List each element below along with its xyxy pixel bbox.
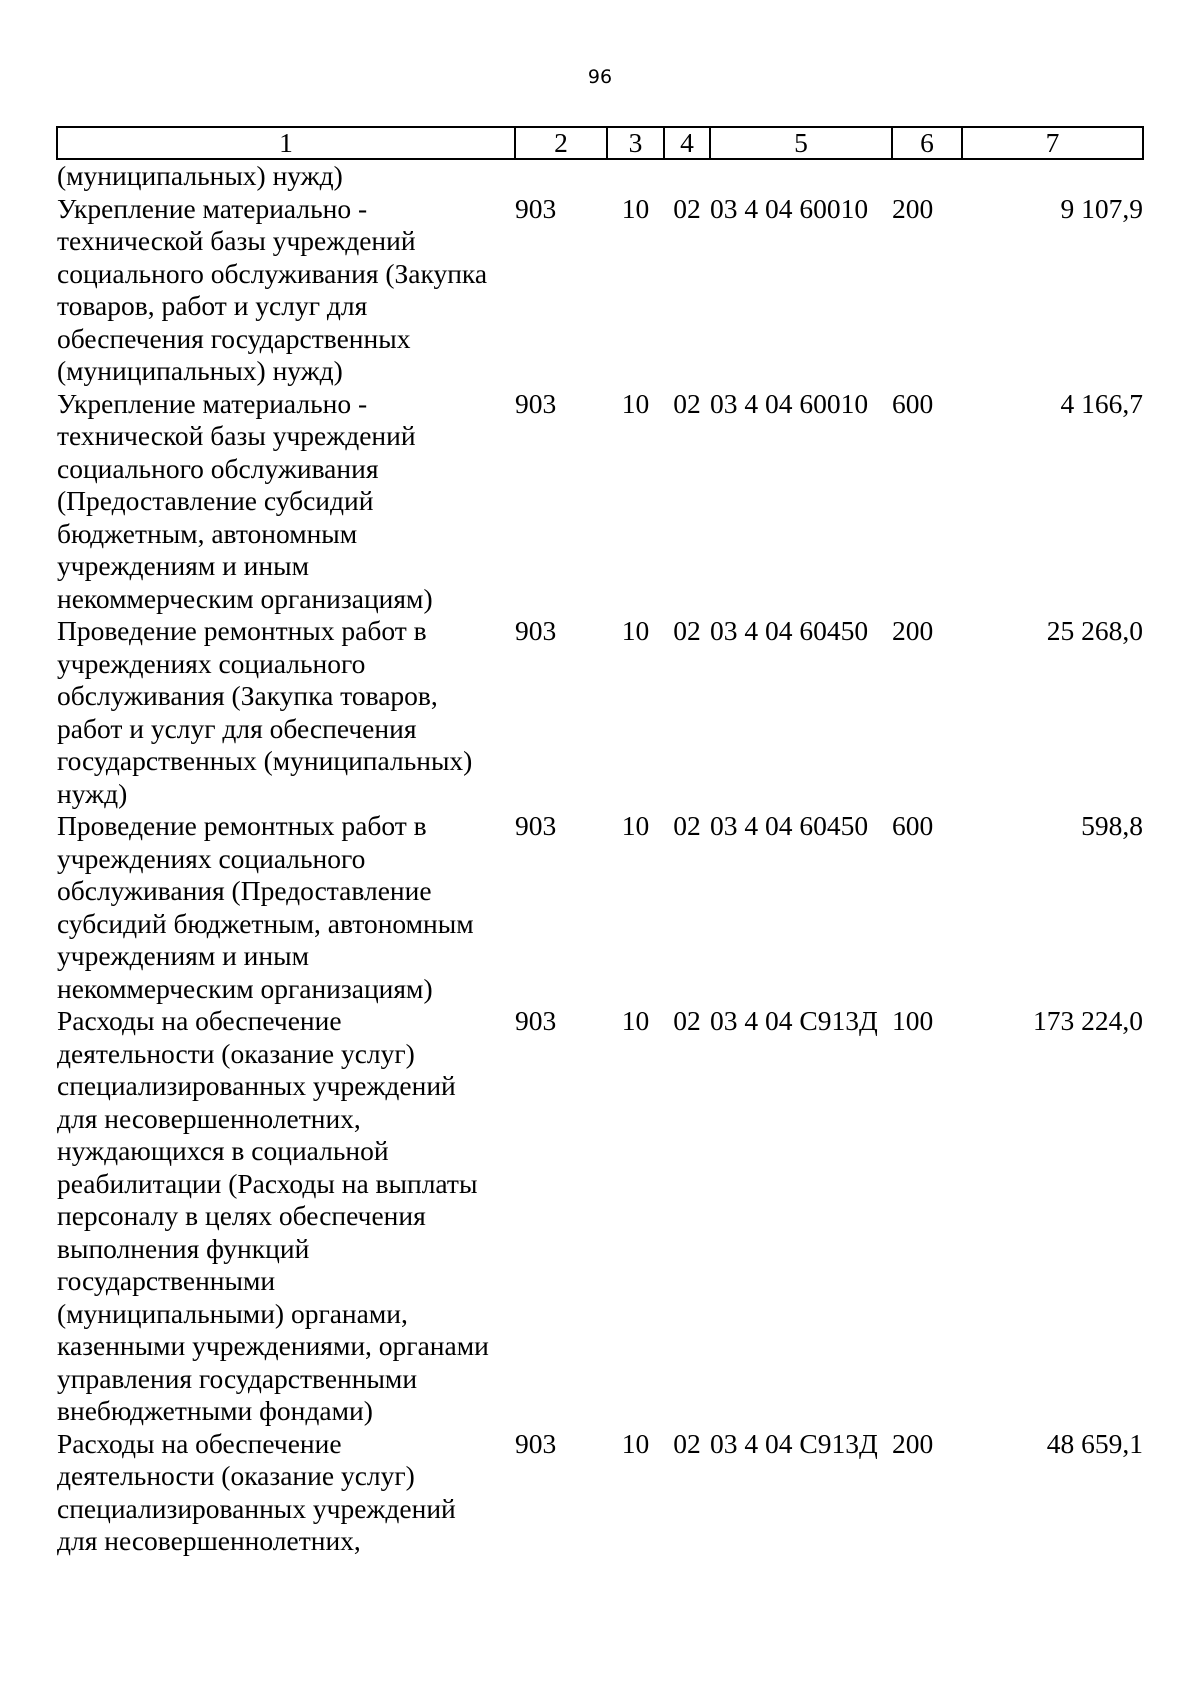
cell-amount: 25 268,0 bbox=[1046, 615, 1143, 646]
budget-table bbox=[56, 126, 1144, 1558]
cell-name bbox=[57, 193, 515, 388]
cell-empty bbox=[962, 159, 1143, 193]
table-row bbox=[57, 1005, 1143, 1428]
cell-amount: 9 107,9 bbox=[1060, 192, 1143, 224]
table-row bbox=[57, 1428, 1143, 1558]
table-body bbox=[57, 159, 1143, 1558]
name-line: учреждениях социального bbox=[57, 647, 366, 679]
cell-section: 10 bbox=[621, 1427, 650, 1459]
name-line: выполнения функций bbox=[57, 1232, 310, 1264]
name-line: (муниципальных) нужд) bbox=[57, 355, 343, 386]
name-line: социального обслуживания bbox=[57, 452, 379, 484]
cell-expense-type: 200 bbox=[892, 192, 934, 224]
cell-amount: 598,8 bbox=[1081, 810, 1143, 841]
name-line: учреждениях социального bbox=[57, 842, 366, 874]
name-line: (муниципальными) органами, bbox=[57, 1297, 408, 1329]
cell-ministry: 903 bbox=[515, 1005, 557, 1036]
cell-ministry: 903 bbox=[515, 615, 557, 646]
cell-name bbox=[57, 1005, 515, 1428]
cell-target-article: 03 4 04 С913Д bbox=[710, 1427, 878, 1459]
cell-expense-type: 600 bbox=[892, 810, 934, 841]
name-line: персоналу в целях обеспечения bbox=[57, 1200, 426, 1231]
column-header: 7 bbox=[962, 127, 1143, 159]
name-line: Расходы на обеспечение bbox=[57, 1427, 342, 1459]
name-line: работ и услуг для обеспечения bbox=[57, 712, 417, 744]
table-row bbox=[57, 615, 1143, 810]
cell-name bbox=[57, 159, 515, 193]
table-row bbox=[57, 193, 1143, 388]
cell-amount: 4 166,7 bbox=[1060, 387, 1143, 419]
column-header: 6 bbox=[892, 127, 962, 159]
name-line: учреждениям и иным bbox=[57, 940, 309, 971]
name-line: Укрепление материально - bbox=[57, 387, 368, 419]
cell-section: 10 bbox=[621, 615, 650, 646]
cell-target-article: 03 4 04 60010 bbox=[710, 192, 869, 224]
cell-target-article: 03 4 04 60450 bbox=[710, 810, 869, 841]
name-line: субсидий бюджетным, автономным bbox=[57, 907, 474, 939]
cell-amount: 173 224,0 bbox=[1033, 1005, 1143, 1036]
cell-name bbox=[57, 1428, 515, 1558]
column-header: 5 bbox=[710, 127, 892, 159]
name-line: деятельности (оказание услуг) bbox=[57, 1037, 415, 1069]
cell-name bbox=[57, 388, 515, 616]
name-line: Проведение ремонтных работ в bbox=[57, 810, 427, 841]
name-line: обслуживания (Закупка товаров, bbox=[57, 680, 438, 711]
cell-empty bbox=[515, 159, 607, 193]
name-line: обеспечения государственных bbox=[57, 322, 411, 354]
name-line: учреждениям и иным bbox=[57, 550, 309, 581]
cell-empty bbox=[607, 159, 664, 193]
cell-target-article: 03 4 04 60450 bbox=[710, 615, 869, 646]
name-line: товаров, работ и услуг для bbox=[57, 290, 368, 321]
cell-section: 10 bbox=[621, 387, 650, 419]
cell-ministry: 903 bbox=[515, 192, 557, 224]
cell-empty bbox=[664, 159, 710, 193]
cell-target-article: 03 4 04 60010 bbox=[710, 387, 869, 419]
column-header: 4 bbox=[664, 127, 710, 159]
name-line: государственными bbox=[57, 1265, 276, 1296]
cell-expense-type: 100 bbox=[892, 1005, 934, 1036]
table-row bbox=[57, 810, 1143, 1005]
column-header: 3 bbox=[607, 127, 664, 159]
name-line: Проведение ремонтных работ в bbox=[57, 615, 427, 646]
header-row bbox=[57, 127, 1143, 159]
cell-subsection: 02 bbox=[673, 192, 701, 224]
name-line: для несовершеннолетних, bbox=[57, 1102, 361, 1134]
name-line: Расходы на обеспечение bbox=[57, 1005, 342, 1036]
name-line: некоммерческим организациям) bbox=[57, 582, 433, 614]
name-line: внебюджетными фондами) bbox=[57, 1395, 373, 1426]
name-line: бюджетным, автономным bbox=[57, 517, 358, 549]
cell-name bbox=[57, 615, 515, 810]
table-row-continuation bbox=[57, 159, 1143, 193]
cell-section: 10 bbox=[621, 192, 650, 224]
cell-expense-type: 600 bbox=[892, 387, 934, 419]
name-line: (Предоставление субсидий bbox=[57, 485, 374, 516]
name-line: нужд) bbox=[57, 777, 128, 809]
cell-expense-type: 200 bbox=[892, 1427, 934, 1459]
column-header: 2 bbox=[515, 127, 607, 159]
name-line: технической базы учреждений bbox=[57, 225, 416, 256]
cell-subsection: 02 bbox=[673, 1005, 701, 1036]
cell-name bbox=[57, 810, 515, 1005]
name-line: государственных (муниципальных) bbox=[57, 745, 473, 776]
name-line: для несовершеннолетних, bbox=[57, 1525, 361, 1556]
cell-empty bbox=[892, 159, 962, 193]
table-row bbox=[57, 388, 1143, 616]
name-line: (муниципальных) нужд) bbox=[57, 160, 343, 191]
name-line: Укрепление материально - bbox=[57, 192, 368, 224]
cell-ministry: 903 bbox=[515, 810, 557, 841]
name-line: нуждающихся в социальной bbox=[57, 1135, 389, 1166]
cell-ministry: 903 bbox=[515, 387, 557, 419]
cell-expense-type: 200 bbox=[892, 615, 934, 646]
name-line: управления государственными bbox=[57, 1362, 418, 1394]
cell-empty bbox=[710, 159, 892, 193]
cell-section: 10 bbox=[621, 1005, 650, 1036]
page-number: 96 bbox=[587, 66, 613, 88]
name-line: деятельности (оказание услуг) bbox=[57, 1460, 415, 1491]
name-line: социального обслуживания (Закупка bbox=[57, 257, 488, 289]
cell-target-article: 03 4 04 С913Д bbox=[710, 1005, 878, 1036]
cell-section: 10 bbox=[621, 810, 650, 841]
cell-subsection: 02 bbox=[673, 810, 701, 841]
name-line: специализированных учреждений bbox=[57, 1070, 456, 1101]
name-line: реабилитации (Расходы на выплаты bbox=[57, 1167, 478, 1199]
cell-ministry: 903 bbox=[515, 1427, 557, 1459]
name-line: казенными учреждениями, органами bbox=[57, 1330, 489, 1361]
name-line: обслуживания (Предоставление bbox=[57, 875, 432, 906]
name-line: технической базы учреждений bbox=[57, 420, 416, 451]
column-header: 1 bbox=[57, 127, 515, 159]
cell-subsection: 02 bbox=[673, 615, 701, 646]
cell-amount: 48 659,1 bbox=[1046, 1427, 1143, 1459]
cell-subsection: 02 bbox=[673, 387, 701, 419]
name-line: некоммерческим организациям) bbox=[57, 972, 433, 1004]
cell-subsection: 02 bbox=[673, 1427, 701, 1459]
name-line: специализированных учреждений bbox=[57, 1492, 456, 1524]
